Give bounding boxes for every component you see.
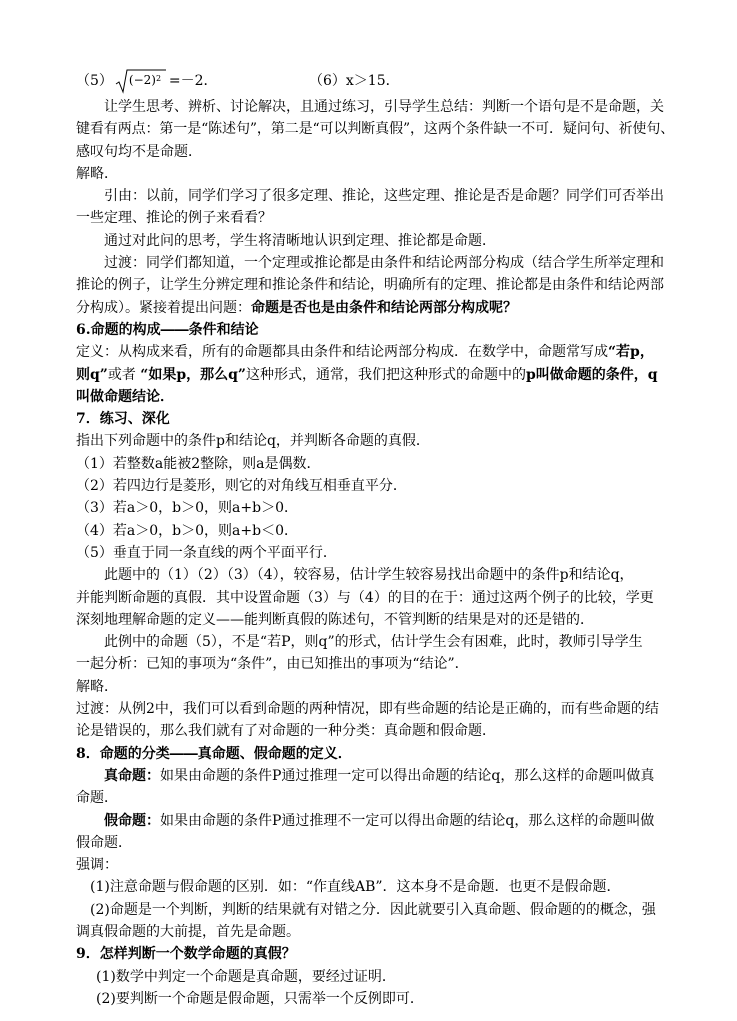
paragraph-line: 命题． [76,790,118,807]
paragraph-line [76,297,676,319]
bold-text: “若p， [608,344,654,361]
paragraph-line: 键看有两点：第一是“陈述句”，第二是“可以判断真假”，这两个条件缺一不可．疑问句、祈使句、 [76,121,675,138]
paragraph-line: 论是错误的，那么我们就有了对命题的一种分类：真命题和假命题． [76,723,496,740]
paragraph-line: 过渡：同学们都知道，一个定理或推论都是由条件和结论两部分构成（结合学生所举定理和 [104,255,664,272]
solution-note: 解略． [76,165,118,182]
section-8-heading: 8．命题的分类――真命题、假命题的定义． [76,745,352,762]
paragraph-line: 引由：以前，同学们学习了很多定理、推论，这些定理、推论是否是命题？同学们可否举出 [104,188,664,205]
document-page [76,66,676,1010]
paragraph-line: 一些定理、推论的例子来看看？ [76,210,272,227]
paragraph-line: 通过对此问的思考，学生将清晰地认识到定理、推论都是命题． [104,232,496,249]
radicand: (−2) [128,73,156,87]
paragraph-line [76,810,676,832]
exercise-item: （5）垂直于同一条直线的两个平面平行． [76,544,337,561]
item5-prefix: （5） [76,73,113,89]
bold-text: “如果p，那么q” [140,366,246,383]
text-run: 这种形式，通常，我们把这种形式的命题中的 [245,366,526,383]
term-label: 假命题： [104,812,160,829]
list-item: (2)要判断一个命题是假命题，只需举一个反例即可． [96,990,424,1007]
bold-question: 命题是否也是由条件和结论两部分构成呢？ [251,299,517,316]
text-run: 如果由命题的条件P通过推理不一定可以得出命题的结论q，那么这样的命题叫做 [160,812,655,829]
formula-row [76,66,676,96]
text-run: 或者 [107,366,141,383]
solution-note: 解略． [76,678,118,695]
paragraph-line: 假命题． [76,834,132,851]
definition-line: 叫做命题结论． [76,388,174,405]
paragraph-line: 一起分析：已知的事项为“条件”，由已知推出的事项为“结论”． [76,656,469,673]
exercise-intro: 指出下列命题中的条件p和结论q，并判断各命题的真假． [76,433,430,450]
definition-line [76,341,676,363]
paragraph-line: 此题中的（1）（2）（3）（4），较容易，估计学生较容易找出命题中的条件p和结论q， [104,567,634,584]
paragraph-line: (2)命题是一个判断，判断的结果就有对错之分．因此就要引入真命题、假命题的的概念，强 [90,901,656,918]
paragraph-line [76,765,676,787]
definition-line [76,364,676,386]
paragraph-line: 深刻地理解命题的定义——能判断真假的陈述句，不管判断的结果是对的还是错的． [76,611,594,628]
formula-item-5 [76,66,218,96]
sqrt-formula [115,68,167,94]
section-6-heading: 6.命题的构成――条件和结论 [76,321,259,338]
paragraph-line: 调真假命题的大前提，首先是命题。 [76,923,300,940]
bold-text: 则q” [76,366,108,383]
paragraph-line: 此例中的命题（5），不是“若P，则q”的形式，估计学生会有困难，此时，教师引导学生 [104,634,643,651]
text-run: 如果由命题的条件P通过推理一定可以得出命题的结论q，那么这样的命题叫做真 [160,767,655,784]
text-run: 定义：从构成来看，所有的命题都具由条件和结论两部分构成．在数学中，命题常写成 [76,344,608,361]
item5-suffix: =－2． [168,73,218,89]
exercise-item: （2）若四边行是菱形，则它的对角线互相垂直平分． [76,478,407,495]
section-7-heading: 7．练习、深化 [76,411,170,428]
emphasis-label: 强调： [76,857,118,874]
paragraph-line: (1)注意命题与假命题的区别．如：“作直线AB”．这本身不是命题．也更不是假命题． [90,879,621,896]
exercise-item: （4）若a＞0，b＞0，则a+b＜0． [76,522,298,539]
formula-item-6: （6）x＞15． [309,73,400,89]
exponent: 2 [155,74,162,83]
text-run: 分构成）。紧接着提出问题： [76,299,251,316]
exercise-item: （3）若a＞0，b＞0，则a+b＞0． [76,500,298,517]
paragraph-line: 并能判断命题的真假．其中设置命题（3）与（4）的目的在于：通过这两个例子的比较，学更 [76,589,654,606]
exercise-item: （1）若整数a能被2整除，则a是偶数． [76,455,321,472]
bold-text: p叫做命题的条件，q [525,366,658,383]
section-9-heading: 9．怎样判断一个数学命题的真假？ [76,946,296,963]
paragraph-line: 推论的例子，让学生分辨定理和推论条件和结论，明确所有的定理、推论都是由条件和结论两部 [76,277,664,294]
list-item: (1)数学中判定一个命题是真命题，要经过证明． [96,968,396,985]
paragraph-line: 让学生思考、辨析、讨论解决，且通过练习，引导学生总结：判断一个语句是不是命题，关 [104,99,664,115]
term-label: 真命题： [104,767,160,784]
paragraph-line: 过渡：从例2中，我们可以看到命题的两种情况，即有些命题的结论是正确的，而有些命题的结 [76,701,659,718]
paragraph-line: 感叹句均不是命题． [76,143,202,160]
